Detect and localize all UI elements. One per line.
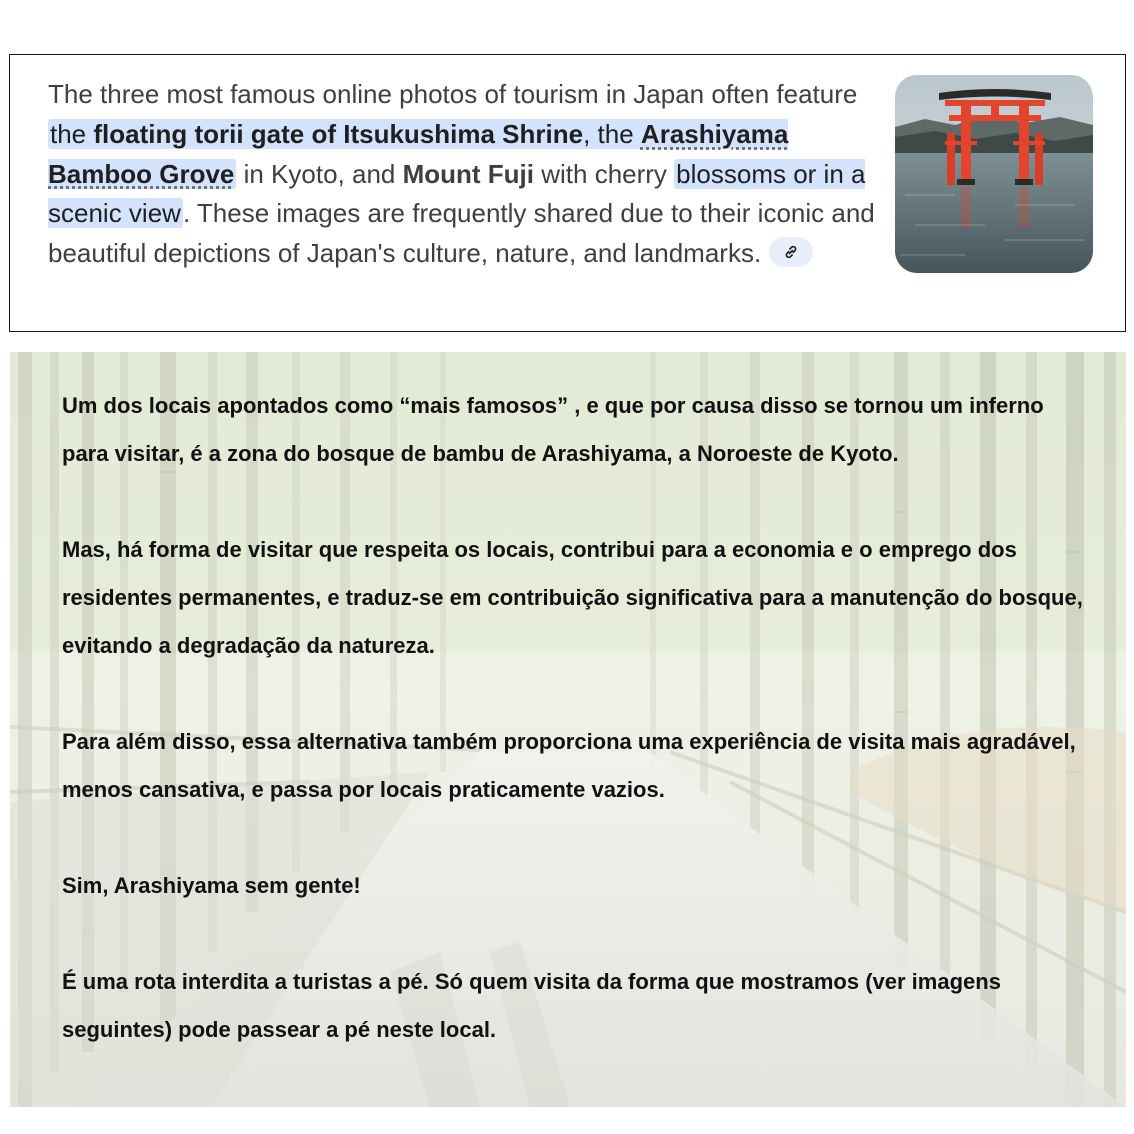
overview-text: [48, 75, 878, 274]
mount-fuji-bold: Mount Fuji: [402, 158, 535, 189]
highlight-bold-text: floating torii gate of Itsukushima Shrine: [93, 118, 584, 149]
highlight-text: , the: [583, 118, 641, 149]
paragraph-4: Sim, Arashiyama sem gente!: [62, 873, 361, 898]
ai-overview-card: [9, 54, 1126, 332]
overview-segment: in Kyoto, and: [236, 158, 403, 189]
link-icon: [782, 243, 800, 261]
overview-segment: with cherry: [534, 158, 675, 189]
highlight-text: the: [50, 118, 94, 149]
overview-segment: The three most famous online photos of tourism in Japan often feature: [48, 79, 858, 109]
overview-segment: . These images are frequently shared due to their iconic and beautiful depictions of Japan's culture, nature, and landmarks.: [48, 198, 875, 269]
torii-gate-thumbnail[interactable]: [895, 75, 1093, 273]
arashiyama-link[interactable]: Arashiyama Bamboo Grove: [48, 118, 789, 189]
paragraph-3: Para além disso, essa alternativa também proporciona uma experiência de visita mais agradável, menos cansativa, e passa por locais praticamente vazios.: [62, 729, 1076, 802]
paragraph-1: Um dos locais apontados como “mais famosos” , e que por causa disso se tornou um inferno para visitar, é a zona do bosque de bambu de Arashiyama, a Noroeste de Kyoto.: [62, 393, 1044, 466]
torii-gate-photo: [895, 75, 1093, 273]
paragraph-2: Mas, há forma de visitar que respeita os locais, contribui para a economia e o emprego dos residentes permanentes, e traduz-se em contribuição significativa para a manutenção do bosque, evitando a degradação da natureza.: [62, 537, 1083, 658]
citation-button[interactable]: [769, 237, 813, 267]
highlight-phrase-2: blossoms or in a scenic view: [48, 158, 866, 229]
bamboo-section: [10, 352, 1126, 1107]
paragraph-5: É uma rota interdita a turistas a pé. Só quem visita da forma que mostramos (ver imagens seguintes) pode passear a pé neste local.: [62, 969, 1001, 1042]
article-text: [62, 382, 1092, 1054]
